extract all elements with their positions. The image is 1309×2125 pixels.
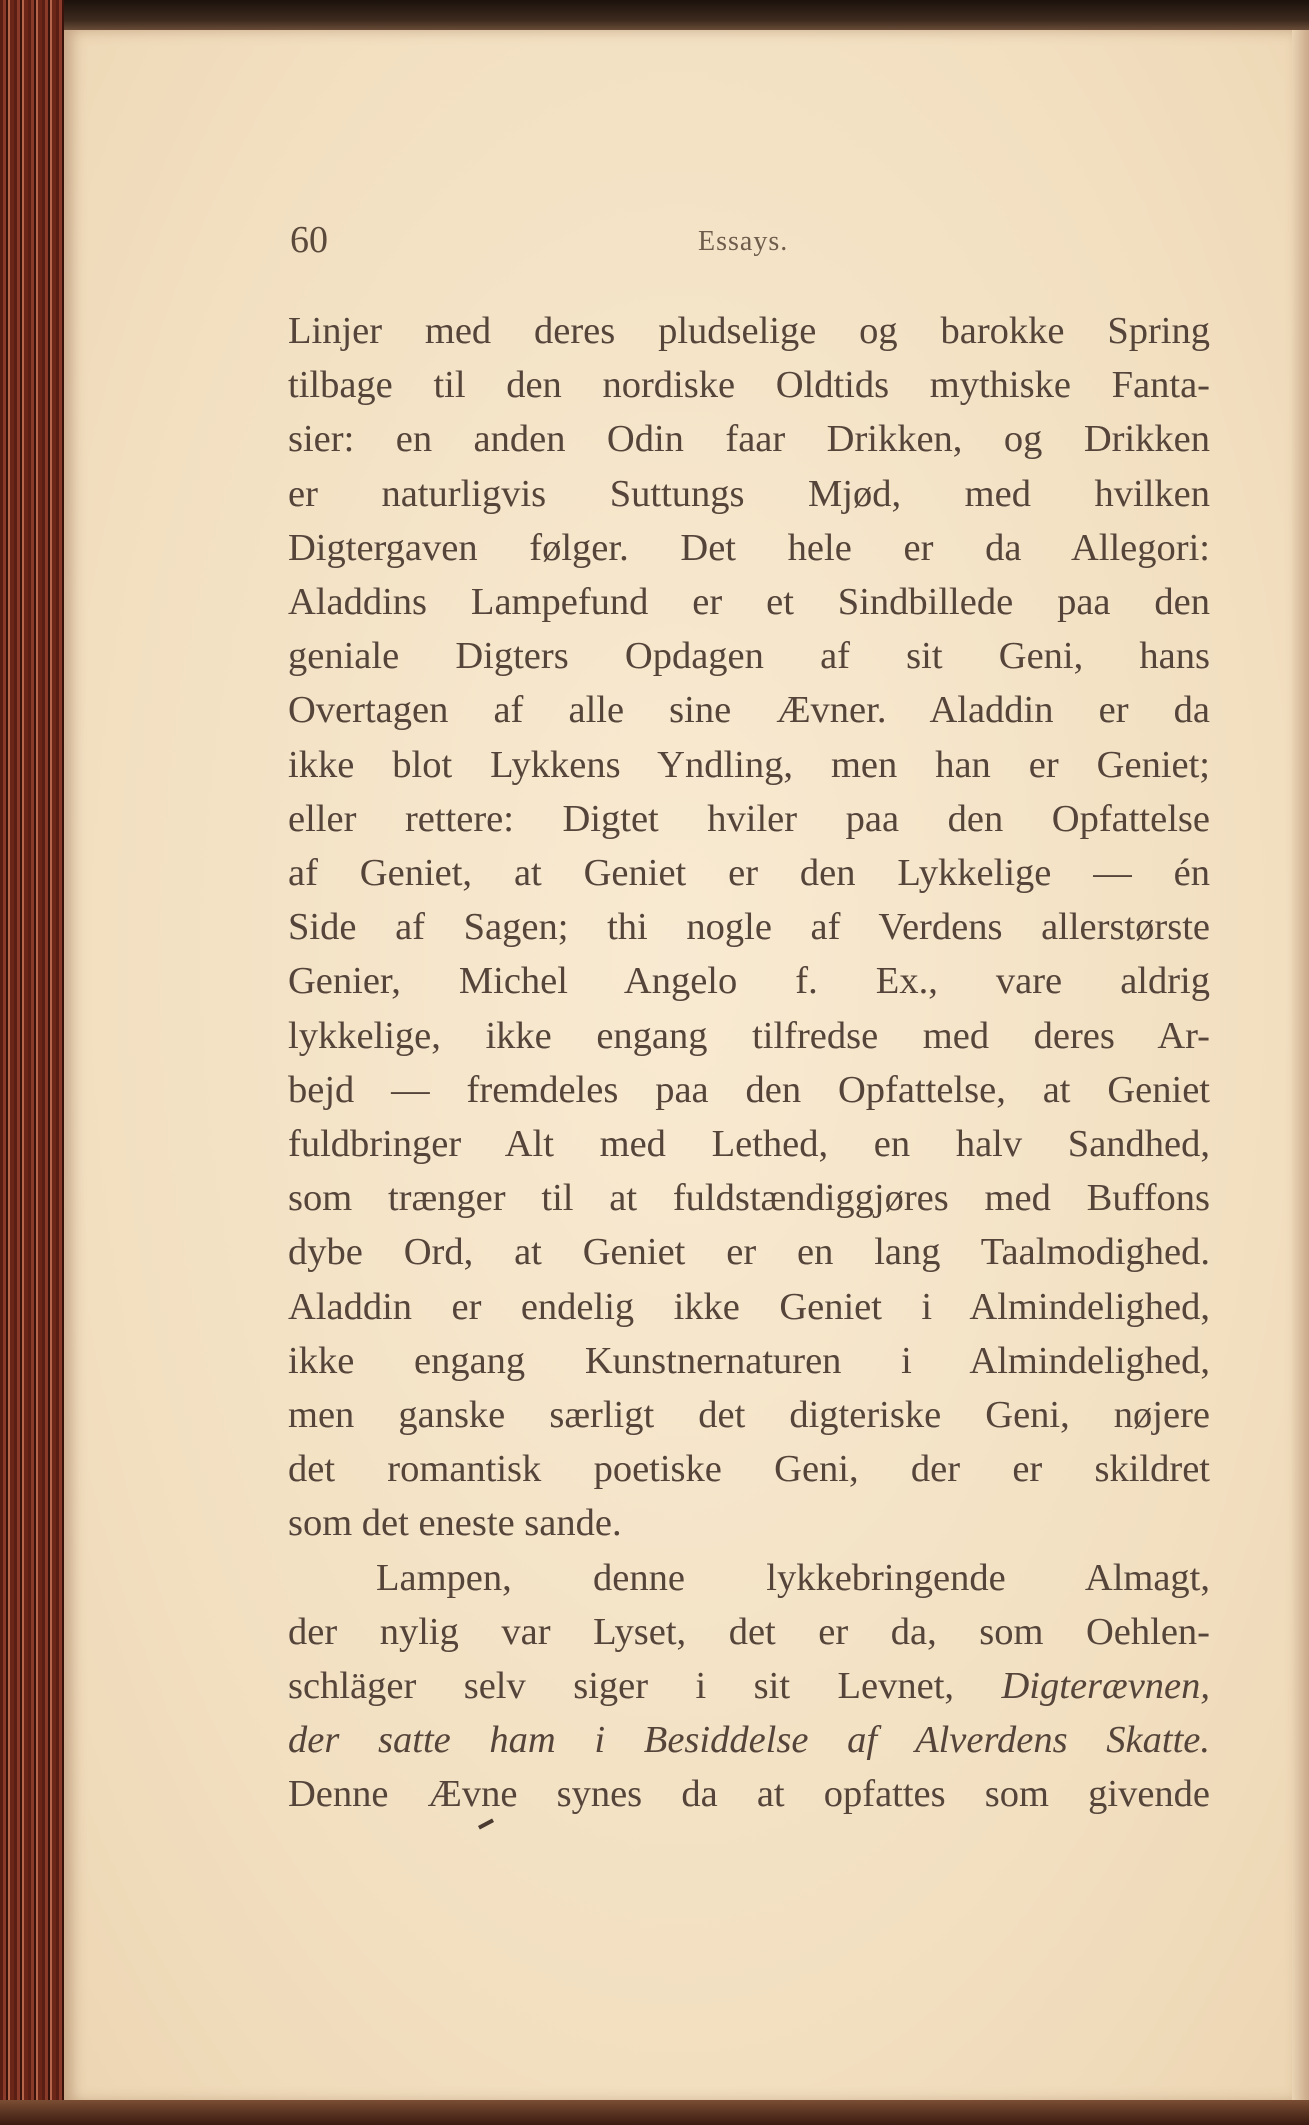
text-line: Aladdins Lampefund er et Sindbillede paa den xyxy=(288,581,1210,624)
running-head: Essays. xyxy=(698,226,789,257)
text-line: ikke blot Lykkens Yndling, men han er Geniet; xyxy=(288,743,1210,786)
text-line: Aladdin er endelig ikke Geniet i Almindelighed, xyxy=(288,1285,1210,1328)
text-line: geniale Digters Opdagen af sit Geni, hans xyxy=(288,635,1210,678)
text-span: schläger selv siger i sit Levnet, xyxy=(288,1665,1002,1708)
page-right-edge xyxy=(1292,30,1309,2102)
text-line: Digtergaven følger. Det hele er da Allegori: xyxy=(288,526,1210,569)
text-line: der nylig var Lyset, det er da, som Oehlen- xyxy=(288,1610,1210,1653)
text-line: men ganske særligt det digteriske Geni, nøjere xyxy=(288,1394,1210,1437)
scan-top-edge xyxy=(0,0,1309,34)
text-line: Denne Ævne synes da at opfattes som givende xyxy=(288,1773,1210,1816)
text-line: lykkelige, ikke engang tilfredse med deres Ar- xyxy=(288,1014,1210,1057)
text-line: som det eneste sande. xyxy=(288,1502,622,1545)
text-line: Overtagen af alle sine Ævner. Aladdin er da xyxy=(288,689,1210,732)
text-line: er naturligvis Suttungs Mjød, med hvilken xyxy=(288,472,1210,515)
text-line: bejd — fremdeles paa den Opfattelse, at Geniet xyxy=(288,1068,1210,1111)
text-line: fuldbringer Alt med Lethed, en halv Sandhed, xyxy=(288,1123,1210,1166)
text-line: Genier, Michel Angelo f. Ex., vare aldrig xyxy=(288,960,1210,1003)
paragraph-2 xyxy=(288,1551,1210,1822)
page-number: 60 xyxy=(290,219,328,261)
text-line: Lampen, denne lykkebringende Almagt, xyxy=(376,1556,1210,1599)
text-line: ikke engang Kunstnernaturen i Almindelighed, xyxy=(288,1339,1210,1382)
scan-bottom-edge xyxy=(0,2100,1309,2125)
italic-title: Digterævnen, xyxy=(1001,1665,1210,1708)
italic-quote: der satte ham i Besiddelse af Alverdens Skatte. xyxy=(288,1719,1210,1762)
page-header xyxy=(290,218,1210,270)
text-line: som trænger til at fuldstændiggjøres med Buffons xyxy=(288,1177,1210,1220)
paragraph-1 xyxy=(288,304,1210,1551)
book-spine-edge xyxy=(0,0,64,2125)
text-line: tilbage til den nordiske Oldtids mythiske Fanta- xyxy=(288,364,1210,407)
text-line: af Geniet, at Geniet er den Lykkelige — én xyxy=(288,852,1210,895)
text-line: Side af Sagen; thi nogle af Verdens allerstørste xyxy=(288,906,1210,949)
text-line: det romantisk poetiske Geni, der er skildret xyxy=(288,1448,1210,1491)
text-line: Linjer med deres pludselige og barokke Spring xyxy=(288,310,1210,352)
text-line: dybe Ord, at Geniet er en lang Taalmodighed. xyxy=(288,1231,1210,1274)
body-text xyxy=(288,304,1210,1822)
text-line: sier: en anden Odin faar Drikken, og Drikken xyxy=(288,418,1210,461)
text-line: eller rettere: Digtet hviler paa den Opfattelse xyxy=(288,797,1210,840)
text-line xyxy=(288,1659,1210,1713)
